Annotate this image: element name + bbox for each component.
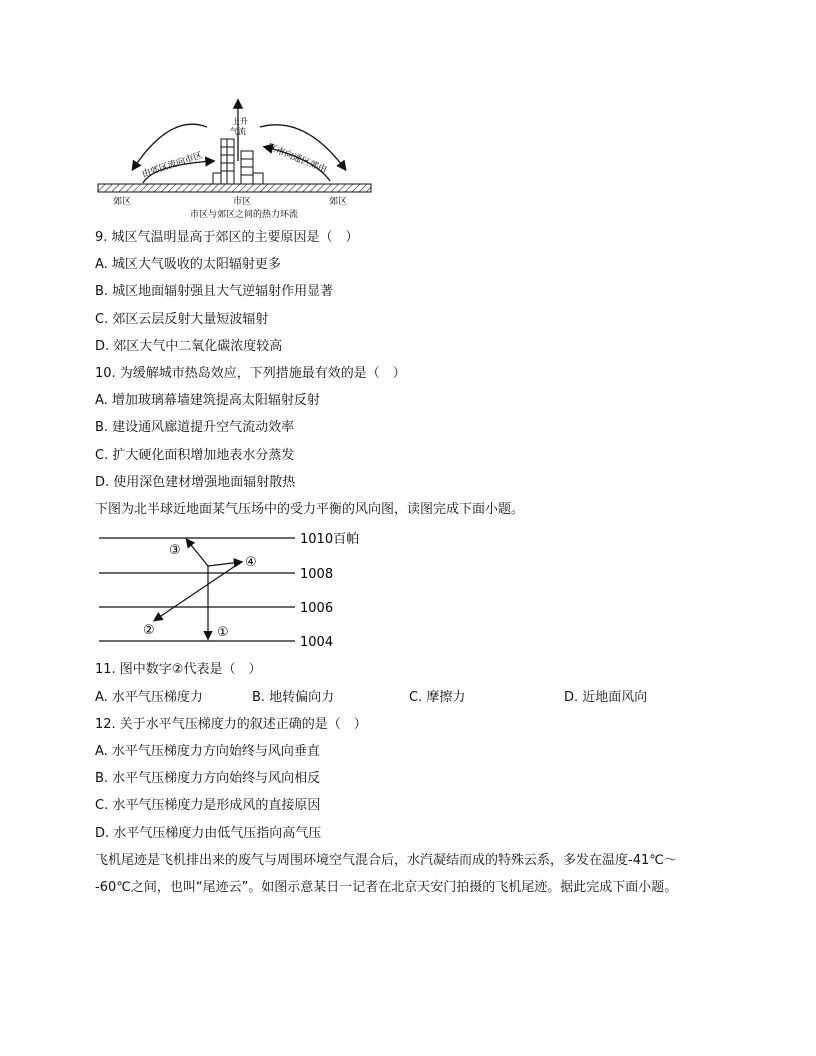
ground-strip bbox=[98, 184, 371, 192]
q12-option-a: A. 水平气压梯度力方向始终与风向垂直 bbox=[95, 744, 320, 759]
up-label-1: 上升 bbox=[232, 117, 248, 126]
up-label-2: 气流 bbox=[230, 127, 246, 136]
q11-option-a: A. 水平气压梯度力 bbox=[95, 690, 203, 705]
q9-option-c: C. 郊区云层反射大量短波辐射 bbox=[95, 312, 269, 327]
isobar-label-1004: 1004 bbox=[300, 635, 334, 650]
q11-option-c: C. 摩擦力 bbox=[409, 690, 466, 705]
intro-paragraph-2: 下图为北半球近地面某气压场中的受力平衡的风向图，读图完成下面小题。 bbox=[95, 502, 525, 517]
q10-option-d: D. 使用深色建材增强地面辐射散热 bbox=[95, 475, 296, 490]
q12-option-c: C. 水平气压梯度力是形成风的直接原因 bbox=[95, 798, 321, 813]
isobar-label-1010: 1010百帕 bbox=[300, 532, 360, 547]
marker-2: ② bbox=[143, 623, 155, 638]
q9-option-b: B. 城区地面辐射强且大气逆辐射作用显著 bbox=[95, 284, 334, 299]
q11-stem: 11. 图中数字②代表是（ ） bbox=[95, 662, 262, 677]
force-arrow-3 bbox=[187, 540, 208, 566]
marker-1: ① bbox=[217, 625, 229, 640]
q11-option-b: B. 地转偏向力 bbox=[252, 690, 335, 705]
right-flow-label: 区市向通区郊由 bbox=[265, 142, 329, 176]
q11-option-d: D. 近地面风向 bbox=[564, 690, 648, 705]
ground-label-center: 市区 bbox=[233, 197, 252, 207]
q10-option-a: A. 增加玻璃幕墙建筑提高太阳辐射反射 bbox=[95, 393, 320, 408]
isobar-label-1006: 1006 bbox=[300, 601, 334, 616]
marker-3: ③ bbox=[169, 543, 181, 558]
marker-4: ④ bbox=[245, 555, 257, 570]
intro-paragraph-3-line-1: 飞机尾迹是飞机排出来的废气与周围环境空气混合后，水汽凝结而成的特殊云系，多发在温度-41℃～ bbox=[95, 853, 677, 868]
q12-option-b: B. 水平气压梯度力方向始终与风向相反 bbox=[95, 771, 321, 786]
q9-stem: 9. 城区气温明显高于郊区的主要原因是（ ） bbox=[95, 230, 359, 245]
heat-circulation-figure bbox=[95, 95, 375, 223]
q10-option-c: C. 扩大硬化面积增加地表水分蒸发 bbox=[95, 448, 295, 463]
intro-paragraph-3-line-2: -60℃之间，也叫“尾迹云”。如图示意某日一记者在北京天安门拍摄的飞机尾迹。据此完成下面小题。 bbox=[95, 880, 678, 895]
figure1-caption: 市区与郊区之间的热力环流 bbox=[190, 210, 299, 220]
q12-option-d: D. 水平气压梯度力由低气压指向高气压 bbox=[95, 826, 322, 841]
isobar-label-1008: 1008 bbox=[300, 567, 334, 582]
force-arrow-2 bbox=[155, 562, 241, 620]
q9-option-d: D. 郊区大气中二氧化碳浓度较高 bbox=[95, 339, 283, 354]
q10-option-b: B. 建设通风廊道提升空气流动效率 bbox=[95, 420, 295, 435]
q10-stem: 10. 为缓解城市热岛效应，下列措施最有效的是（ ） bbox=[95, 366, 406, 381]
q12-stem: 12. 关于水平气压梯度力的叙述正确的是（ ） bbox=[95, 717, 367, 732]
left-flow-label: 由郊区流向市区 bbox=[140, 150, 204, 180]
ground-label-right: 郊区 bbox=[329, 197, 348, 207]
isobar-force-figure bbox=[95, 528, 375, 652]
ground-label-left: 郊区 bbox=[113, 197, 132, 207]
q9-option-a: A. 城区大气吸收的太阳辐射更多 bbox=[95, 257, 281, 272]
